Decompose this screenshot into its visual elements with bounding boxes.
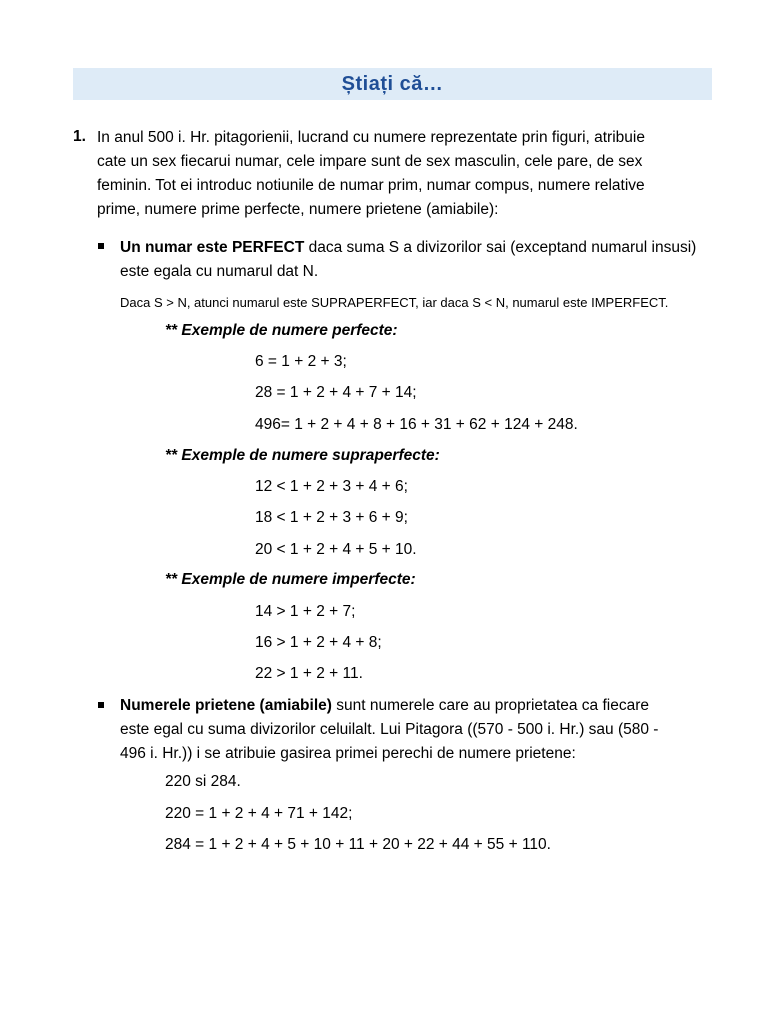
equation: 284 = 1 + 2 + 4 + 5 + 10 + 11 + 20 + 22 + 44 + 55 + 110. bbox=[165, 836, 551, 853]
page-title: Știați că… bbox=[341, 72, 444, 95]
amicable-pair: 220 si 284. bbox=[165, 773, 241, 790]
intro-line: feminin. Tot ei introduc notiunile de numar prim, numar compus, numere relative bbox=[97, 177, 645, 194]
intro-line: cate un sex fiecarui numar, cele impare sunt de sex masculin, cele pare, de sex bbox=[97, 153, 643, 170]
intro-line: In anul 500 i. Hr. pitagorienii, lucrand cu numere reprezentate prin figuri, atribuie bbox=[97, 129, 645, 146]
amicable-lead: Numerele prietene (amiabile) bbox=[120, 697, 332, 714]
example-heading-supraperfect: ** Exemple de numere supraperfecte: bbox=[165, 447, 440, 464]
equation: 12 < 1 + 2 + 3 + 4 + 6; bbox=[255, 478, 408, 495]
equation: 28 = 1 + 2 + 4 + 7 + 14; bbox=[255, 384, 417, 401]
equation: 6 = 1 + 2 + 3; bbox=[255, 353, 347, 370]
amicable-line2: este egal cu suma divizorilor celuilalt. Lui Pitagora ((570 - 500 i. Hr.) sau (580 - bbox=[120, 721, 659, 738]
perfect-definition bbox=[120, 236, 696, 284]
perfect-line2: este egala cu numarul dat N. bbox=[120, 263, 319, 280]
equation: 220 = 1 + 2 + 4 + 71 + 142; bbox=[165, 805, 353, 822]
intro-line: prime, numere prime perfecte, numere prietene (amiabile): bbox=[97, 201, 499, 218]
perfect-line1: daca suma S a divizorilor sai (exceptand numarul insusi) bbox=[304, 239, 697, 256]
amicable-line3: 496 i. Hr.)) i se atribuie gasirea primei perechi de numere prietene: bbox=[120, 745, 576, 762]
example-heading-perfect: ** Exemple de numere perfecte: bbox=[165, 322, 398, 339]
equation: 22 > 1 + 2 + 11. bbox=[255, 665, 363, 682]
equation: 16 > 1 + 2 + 4 + 8; bbox=[255, 634, 382, 651]
equation: 14 > 1 + 2 + 7; bbox=[255, 603, 356, 620]
bullet-marker bbox=[98, 702, 104, 708]
bullet-marker bbox=[98, 243, 104, 249]
classification-note: Daca S > N, atunci numarul este SUPRAPERFECT, iar daca S < N, numarul este IMPERFECT. bbox=[120, 295, 669, 310]
intro-paragraph bbox=[97, 126, 645, 222]
equation: 496= 1 + 2 + 4 + 8 + 16 + 31 + 62 + 124 + 248. bbox=[255, 416, 578, 433]
amicable-definition bbox=[120, 694, 658, 766]
equation: 20 < 1 + 2 + 4 + 5 + 10. bbox=[255, 541, 417, 558]
equation: 18 < 1 + 2 + 3 + 6 + 9; bbox=[255, 509, 408, 526]
example-heading-imperfect: ** Exemple de numere imperfecte: bbox=[165, 571, 416, 588]
title-banner bbox=[73, 68, 712, 100]
amicable-line1: sunt numerele care au proprietatea ca fiecare bbox=[331, 697, 649, 714]
list-number: 1. bbox=[73, 128, 86, 145]
perfect-lead: Un numar este PERFECT bbox=[120, 239, 305, 256]
